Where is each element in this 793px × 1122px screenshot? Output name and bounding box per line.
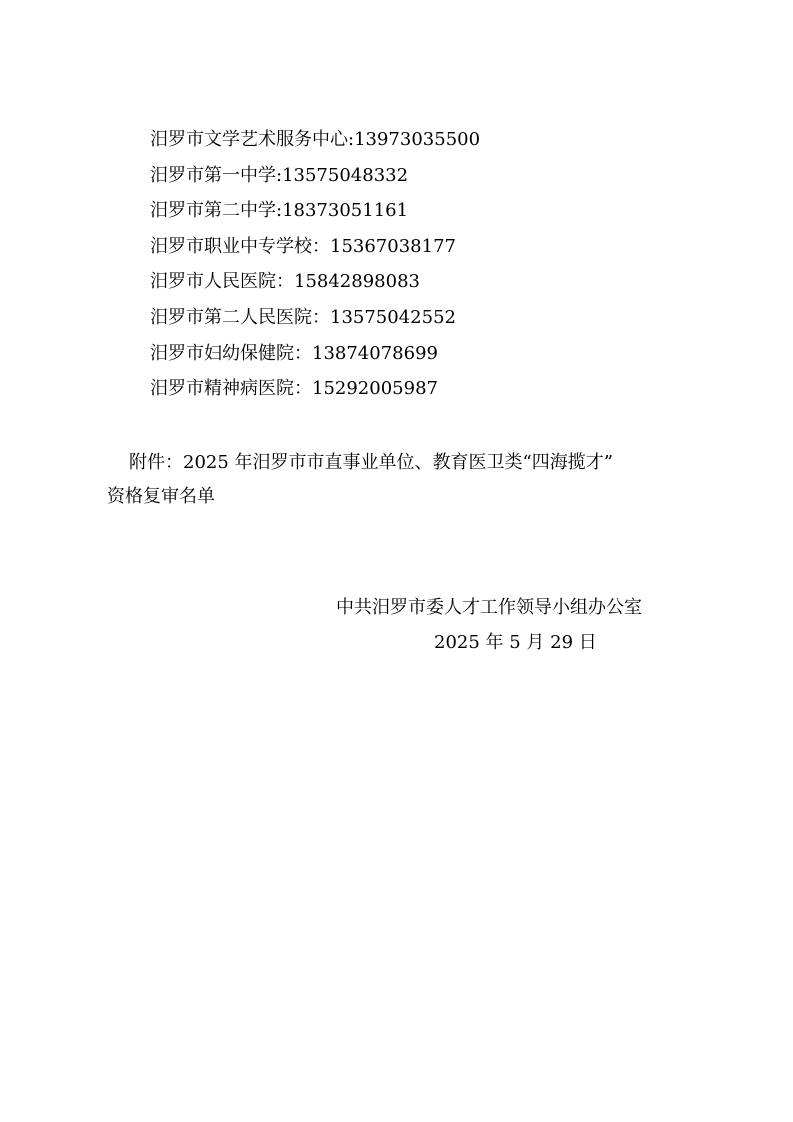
attachment-note [107, 446, 707, 514]
contact-org: 汨罗市妇幼保健院 [150, 342, 294, 364]
contact-item [150, 193, 480, 229]
contact-separator: ： [294, 378, 312, 400]
contact-list [150, 122, 480, 407]
contact-item [150, 371, 480, 407]
contact-org: 汨罗市第二人民医院 [150, 306, 312, 328]
attachment-line-2: 资格复审名单 [107, 486, 215, 507]
contact-phone: 15367038177 [330, 235, 456, 257]
contact-org: 汨罗市第一中学 [150, 164, 276, 186]
contact-item [150, 158, 480, 194]
issuer-signature: 中共汨罗市委人才工作领导小组办公室 [336, 597, 642, 618]
contact-item [150, 229, 480, 265]
contact-separator: : [276, 164, 283, 186]
contact-org: 汨罗市职业中专学校 [150, 235, 312, 257]
contact-separator: ： [312, 306, 330, 328]
contact-org: 汨罗市人民医院 [150, 271, 276, 293]
contact-org: 汨罗市文学艺术服务中心 [150, 129, 348, 150]
contact-separator: ： [294, 342, 312, 364]
contact-item [150, 122, 480, 158]
contact-phone: 13575042552 [330, 306, 456, 328]
contact-phone: 13973035500 [354, 129, 481, 150]
contact-separator: : [348, 129, 355, 150]
contact-separator: : [276, 200, 283, 222]
contact-separator: ： [312, 235, 330, 257]
contact-item [150, 264, 480, 300]
contact-org: 汨罗市精神病医院 [150, 378, 294, 400]
contact-phone: 15292005987 [312, 378, 438, 400]
contact-org: 汨罗市第二中学 [150, 200, 276, 222]
contact-item [150, 300, 480, 336]
attachment-line-1: 附件：2025 年汨罗市市直事业单位、教育医卫类“四海揽才” [129, 452, 613, 473]
contact-phone: 13575048332 [282, 164, 409, 186]
contact-separator: ： [276, 271, 294, 293]
contact-item [150, 336, 480, 372]
contact-phone: 15842898083 [294, 271, 420, 293]
contact-phone: 13874078699 [312, 342, 438, 364]
contact-phone: 18373051161 [282, 200, 409, 222]
issue-date: 2025 年 5 月 29 日 [434, 632, 597, 653]
